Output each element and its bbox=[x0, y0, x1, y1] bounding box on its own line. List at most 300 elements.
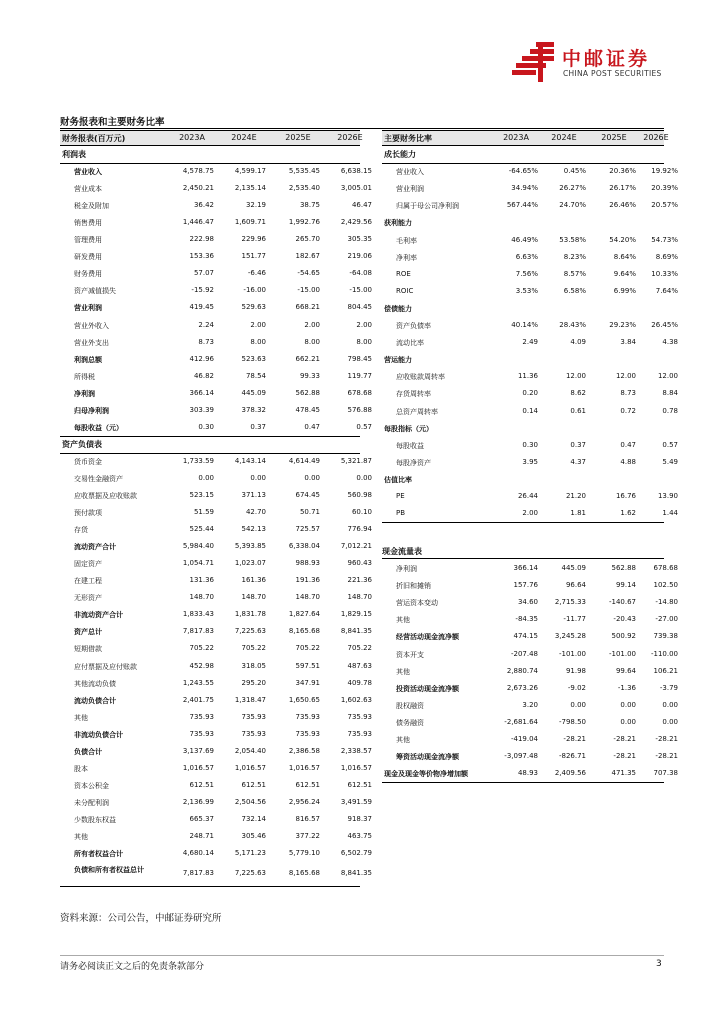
cell-value: 191.36 bbox=[295, 576, 320, 585]
cell-value: 305.46 bbox=[241, 832, 266, 840]
cell-value: -28.21 bbox=[563, 735, 586, 743]
cell-value: 28.43% bbox=[559, 321, 586, 329]
cell-value: 0.00 bbox=[356, 473, 372, 482]
cell-value: 2,136.99 bbox=[182, 797, 214, 806]
cell-value: 678.68 bbox=[653, 564, 678, 572]
block-end-rule bbox=[382, 782, 664, 783]
cell-value: 2,880.74 bbox=[506, 666, 538, 675]
row-label: 经营活动现金流净额 bbox=[396, 633, 459, 642]
cell-value: 38.75 bbox=[299, 201, 320, 210]
cell-value: 11.36 bbox=[517, 372, 538, 381]
cell-value: 6.63% bbox=[515, 252, 538, 261]
cell-value: -15.92 bbox=[191, 286, 214, 295]
table-row bbox=[60, 403, 372, 420]
cell-value: 816.57 bbox=[295, 814, 320, 823]
cell-value: 1.62 bbox=[620, 509, 636, 518]
cell-value: 2,504.56 bbox=[234, 797, 266, 806]
table-row bbox=[60, 659, 372, 676]
table-row bbox=[382, 561, 678, 578]
cell-value: 7,817.83 bbox=[182, 869, 214, 878]
cell-value: -15.00 bbox=[297, 286, 320, 295]
cell-value: 6.58% bbox=[563, 286, 586, 295]
cell-value: 219.06 bbox=[347, 252, 372, 261]
cell-value: 182.67 bbox=[295, 252, 320, 261]
cell-value: -2,681.64 bbox=[504, 717, 538, 726]
cell-value: 612.51 bbox=[295, 780, 320, 789]
row-label: 每股收益（元） bbox=[74, 423, 123, 432]
row-label: 股本 bbox=[74, 764, 88, 773]
cell-value: -28.21 bbox=[613, 752, 636, 761]
cell-value: 2.00 bbox=[522, 509, 538, 518]
header-title: 财务报表(百万元) bbox=[62, 134, 126, 143]
row-label: 资本公积金 bbox=[74, 781, 109, 790]
table-row bbox=[60, 437, 360, 454]
table-row bbox=[382, 421, 664, 438]
row-label: 所得税 bbox=[74, 372, 95, 381]
cell-value: 8,165.68 bbox=[288, 869, 320, 878]
cell-value: 0.00 bbox=[570, 700, 586, 709]
cell-value: 8.73 bbox=[620, 389, 636, 398]
cell-value: 0.30 bbox=[522, 440, 538, 449]
cell-value: 597.51 bbox=[295, 661, 320, 670]
cell-value: 735.93 bbox=[347, 712, 372, 721]
cell-value: -798.50 bbox=[558, 717, 586, 726]
row-label: 存货周转率 bbox=[396, 390, 431, 399]
cell-value: 2.24 bbox=[198, 320, 214, 329]
cell-value: 4,680.14 bbox=[182, 849, 214, 858]
cell-value: 78.54 bbox=[245, 371, 266, 380]
cell-value: 612.51 bbox=[347, 780, 372, 789]
cell-value: 1.81 bbox=[570, 509, 586, 518]
cell-value: 34.94% bbox=[511, 184, 538, 193]
table-row bbox=[60, 249, 372, 266]
cell-value: 2,409.56 bbox=[554, 769, 586, 778]
table-row bbox=[382, 164, 678, 181]
row-label: 营业利润 bbox=[74, 304, 102, 313]
table-row bbox=[382, 215, 664, 232]
cell-value: 60.10 bbox=[351, 508, 372, 517]
cell-value: 0.72 bbox=[620, 406, 636, 415]
cell-value: 305.35 bbox=[347, 235, 372, 244]
cell-value: 377.22 bbox=[295, 832, 320, 840]
cell-value: 3.84 bbox=[620, 338, 636, 347]
table-row bbox=[382, 715, 678, 732]
cell-value: 1,833.43 bbox=[182, 610, 214, 619]
row-label: 毛利率 bbox=[396, 236, 417, 245]
row-label: 估值比率 bbox=[384, 475, 412, 484]
cell-value: 1,016.57 bbox=[288, 763, 320, 772]
cell-value: 153.36 bbox=[189, 252, 214, 261]
cell-value: 99.33 bbox=[299, 371, 320, 380]
cell-value: 26.27% bbox=[559, 184, 586, 193]
cell-value: 148.70 bbox=[241, 593, 266, 602]
cell-value: 8.84 bbox=[662, 389, 678, 398]
table-row bbox=[382, 284, 678, 301]
cell-value: 612.51 bbox=[241, 780, 266, 789]
cell-value: 8.73 bbox=[198, 337, 214, 346]
cell-value: 46.47 bbox=[351, 201, 372, 210]
table-row bbox=[382, 489, 678, 506]
cell-value: 0.45% bbox=[563, 167, 586, 176]
row-label: 营运资本变动 bbox=[396, 599, 438, 608]
cell-value: 8.64% bbox=[613, 252, 636, 261]
cell-value: 960.43 bbox=[347, 559, 372, 568]
cell-value: 560.98 bbox=[347, 491, 372, 499]
cell-value: 1,733.59 bbox=[182, 456, 214, 465]
table-row bbox=[60, 846, 372, 863]
table-row bbox=[382, 438, 678, 455]
cell-value: -101.00 bbox=[558, 649, 586, 658]
cell-value: -207.48 bbox=[510, 649, 538, 658]
cell-value: 662.21 bbox=[295, 354, 320, 363]
cell-value: -15.00 bbox=[349, 286, 372, 295]
row-label: 营业收入 bbox=[74, 168, 102, 177]
cell-value: 36.42 bbox=[193, 201, 214, 210]
cell-value: 1,016.57 bbox=[340, 763, 372, 772]
table-row bbox=[60, 624, 372, 641]
cell-value: 463.75 bbox=[347, 832, 372, 840]
cell-value: -28.21 bbox=[613, 735, 636, 743]
cell-value: 54.73% bbox=[651, 235, 678, 244]
cell-value: 478.45 bbox=[295, 405, 320, 414]
page-number: 3 bbox=[656, 959, 662, 969]
cell-value: 295.20 bbox=[241, 678, 266, 687]
cell-value: 6,502.79 bbox=[340, 849, 372, 858]
row-label: 流动资产合计 bbox=[74, 543, 116, 552]
cell-value: 7,225.63 bbox=[234, 627, 266, 636]
cell-value: -28.21 bbox=[655, 752, 678, 761]
cell-value: 0.47 bbox=[304, 422, 320, 431]
cell-value: 705.22 bbox=[347, 644, 372, 653]
cell-value: 529.63 bbox=[241, 303, 266, 312]
row-label: 利润表 bbox=[62, 150, 86, 159]
table-row bbox=[60, 181, 372, 198]
cell-value: 91.98 bbox=[565, 666, 586, 675]
cell-value: 12.00 bbox=[565, 372, 586, 381]
cell-value: -1.36 bbox=[617, 683, 636, 692]
row-label: 投资活动现金流净额 bbox=[396, 684, 459, 693]
section-divider bbox=[60, 128, 664, 129]
row-label: 偿债能力 bbox=[384, 304, 412, 313]
cell-value: 0.78 bbox=[662, 406, 678, 415]
cell-value: 412.96 bbox=[189, 354, 214, 363]
table-row bbox=[382, 647, 678, 664]
cell-value: 4,614.49 bbox=[288, 456, 320, 465]
cell-value: 668.21 bbox=[295, 303, 320, 312]
table-row bbox=[382, 455, 678, 472]
cell-value: 1,650.65 bbox=[288, 695, 320, 704]
cell-value: 1,827.64 bbox=[288, 610, 320, 619]
table-row bbox=[382, 147, 664, 164]
row-label: 营业收入 bbox=[396, 168, 424, 177]
row-label: 其他 bbox=[74, 833, 88, 841]
cell-value: 46.49% bbox=[511, 235, 538, 244]
table-row bbox=[60, 556, 372, 573]
cell-value: 452.98 bbox=[189, 661, 214, 670]
cell-value: 34.60 bbox=[517, 598, 538, 607]
row-label: 未分配利润 bbox=[74, 798, 109, 807]
table-row bbox=[382, 506, 678, 523]
row-label: 销售费用 bbox=[74, 219, 102, 228]
table-row bbox=[60, 215, 372, 232]
header-year: 2025E bbox=[285, 133, 311, 142]
table-row bbox=[60, 454, 372, 471]
cell-value: 3,005.01 bbox=[340, 184, 372, 193]
disclaimer-footer: 请务必阅读正文之后的免责条款部分 bbox=[60, 962, 205, 972]
cell-value: 707.38 bbox=[653, 769, 678, 778]
cell-value: 148.70 bbox=[189, 593, 214, 602]
cell-value: 2,535.40 bbox=[288, 184, 320, 193]
cell-value: 4.38 bbox=[662, 338, 678, 347]
table-row bbox=[382, 766, 678, 783]
cell-value: 366.14 bbox=[189, 388, 214, 397]
cell-value: -28.21 bbox=[655, 735, 678, 743]
cell-value: 2,673.26 bbox=[506, 683, 538, 692]
table-row bbox=[382, 369, 678, 386]
cell-value: 735.93 bbox=[347, 729, 372, 738]
cell-value: -826.71 bbox=[558, 752, 586, 761]
cell-value: 3.53% bbox=[515, 286, 538, 295]
cell-value: 366.14 bbox=[513, 564, 538, 572]
table-row bbox=[382, 318, 678, 335]
cell-value: 525.44 bbox=[189, 525, 214, 534]
table-row bbox=[60, 300, 372, 317]
cell-value: 13.90 bbox=[657, 492, 678, 500]
cell-value: -64.08 bbox=[349, 269, 372, 278]
row-label: 非流动负债合计 bbox=[74, 730, 123, 739]
row-label: 负债和所有者权益总计 bbox=[74, 866, 144, 875]
footer-divider bbox=[60, 955, 664, 956]
cell-value: 4,599.17 bbox=[234, 167, 266, 176]
cell-value: 6,638.15 bbox=[340, 167, 372, 176]
block-end-rule bbox=[60, 886, 360, 887]
cell-value: 576.88 bbox=[347, 405, 372, 414]
row-label: 预付款项 bbox=[74, 509, 102, 518]
cell-value: 21.20 bbox=[565, 492, 586, 500]
section-title: 财务报表和主要财务比率 bbox=[60, 117, 165, 128]
china-post-emblem-icon bbox=[512, 42, 556, 82]
table-row bbox=[60, 420, 372, 437]
row-label: 税金及附加 bbox=[74, 202, 109, 211]
table-row bbox=[60, 488, 372, 505]
cell-value: 48.93 bbox=[517, 769, 538, 778]
cell-value: 4,143.14 bbox=[234, 456, 266, 465]
cell-value: 445.09 bbox=[561, 564, 586, 572]
cell-value: 3.95 bbox=[522, 457, 538, 466]
row-label: 债务融资 bbox=[396, 718, 424, 727]
cell-value: 735.93 bbox=[295, 729, 320, 738]
table-row bbox=[382, 698, 678, 715]
cell-value: 6.99% bbox=[613, 286, 636, 295]
header-year: 2025E bbox=[601, 133, 627, 142]
cell-value: 776.94 bbox=[347, 525, 372, 534]
row-label: 营业外支出 bbox=[74, 338, 109, 347]
cell-value: 735.93 bbox=[295, 712, 320, 721]
row-label: 应收票据及应收账款 bbox=[74, 492, 137, 500]
brand-logo bbox=[512, 40, 672, 90]
table-row bbox=[60, 232, 372, 249]
cell-value: 500.92 bbox=[611, 632, 636, 641]
cell-value: 54.20% bbox=[609, 235, 636, 244]
table-row bbox=[382, 250, 678, 267]
table-row bbox=[60, 147, 360, 164]
table-row bbox=[382, 578, 678, 595]
cell-value: 3,137.69 bbox=[182, 746, 214, 755]
cell-value: 8.00 bbox=[356, 337, 372, 346]
cell-value: 562.88 bbox=[295, 388, 320, 397]
cell-value: 612.51 bbox=[189, 780, 214, 789]
cell-value: 0.61 bbox=[570, 406, 586, 415]
cell-value: 7,012.21 bbox=[340, 542, 372, 551]
cell-value: 161.36 bbox=[241, 576, 266, 585]
cell-value: 0.00 bbox=[662, 717, 678, 726]
cell-value: 5,535.45 bbox=[288, 167, 320, 176]
cell-value: 99.64 bbox=[615, 666, 636, 675]
row-label: 每股收益 bbox=[396, 441, 424, 450]
row-label: 成长能力 bbox=[384, 150, 416, 159]
cell-value: 0.00 bbox=[662, 700, 678, 709]
row-label: 管理费用 bbox=[74, 236, 102, 245]
cell-value: 157.76 bbox=[513, 581, 538, 590]
row-label: 净利润 bbox=[74, 389, 95, 398]
table-row bbox=[382, 386, 678, 403]
cell-value: 26.17% bbox=[609, 184, 636, 193]
row-label: PE bbox=[396, 492, 405, 500]
cell-value: 9.64% bbox=[613, 269, 636, 278]
cell-value: 1,318.47 bbox=[234, 695, 266, 704]
cell-value: -11.77 bbox=[563, 615, 586, 624]
row-label: ROE bbox=[396, 269, 411, 278]
table-row bbox=[60, 863, 372, 887]
row-label: 折旧和摊销 bbox=[396, 582, 431, 591]
row-label: 其他 bbox=[396, 736, 410, 744]
table-row bbox=[60, 778, 372, 795]
row-label: 获利能力 bbox=[384, 219, 412, 228]
table-row bbox=[60, 727, 372, 744]
cell-value: 1,609.71 bbox=[234, 218, 266, 227]
header-year: 2026E bbox=[337, 133, 363, 142]
cell-value: 2.00 bbox=[250, 320, 266, 329]
cell-value: 0.37 bbox=[570, 440, 586, 449]
cell-value: 735.93 bbox=[241, 712, 266, 721]
cell-value: 131.36 bbox=[189, 576, 214, 585]
cell-value: -54.65 bbox=[297, 269, 320, 278]
row-label: 固定资产 bbox=[74, 560, 102, 569]
cell-value: 2,956.24 bbox=[288, 797, 320, 806]
cell-value: 988.93 bbox=[295, 559, 320, 568]
cell-value: 26.45% bbox=[651, 321, 678, 329]
table-header bbox=[382, 130, 669, 146]
header-title: 主要财务比率 bbox=[384, 134, 432, 143]
table-row bbox=[382, 664, 678, 681]
cell-value: 1,243.55 bbox=[182, 678, 214, 687]
table-row bbox=[60, 369, 372, 386]
row-label: 净利率 bbox=[396, 253, 417, 262]
cell-value: 42.70 bbox=[245, 508, 266, 517]
table-row bbox=[60, 198, 372, 215]
cell-value: 53.58% bbox=[559, 235, 586, 244]
header-year: 2023A bbox=[503, 133, 529, 142]
cell-value: 229.96 bbox=[241, 235, 266, 244]
cell-value: -9.02 bbox=[567, 683, 586, 692]
table-row bbox=[382, 595, 678, 612]
cell-value: 8,165.68 bbox=[288, 627, 320, 636]
cell-value: -419.04 bbox=[510, 735, 538, 743]
cell-value: 1,446.47 bbox=[182, 218, 214, 227]
cell-value: 3,491.59 bbox=[340, 797, 372, 806]
table-row bbox=[60, 641, 372, 658]
table-row bbox=[60, 522, 372, 539]
cell-value: 347.91 bbox=[295, 678, 320, 687]
cell-value: 151.77 bbox=[241, 252, 266, 261]
row-label: 其他 bbox=[74, 713, 88, 722]
cell-value: 5,393.85 bbox=[234, 542, 266, 551]
cell-value: 12.00 bbox=[615, 372, 636, 381]
row-label: 在建工程 bbox=[74, 577, 102, 586]
cell-value: 739.38 bbox=[653, 632, 678, 641]
cell-value: 4.09 bbox=[570, 338, 586, 347]
cell-value: 471.35 bbox=[611, 769, 636, 778]
cell-value: 419.45 bbox=[189, 303, 214, 312]
cell-value: 0.20 bbox=[522, 389, 538, 398]
cell-value: 10.33% bbox=[651, 269, 678, 278]
cell-value: 7,817.83 bbox=[182, 627, 214, 636]
cell-value: 8,841.35 bbox=[340, 869, 372, 878]
brand-name-cn: 中邮证券 bbox=[562, 48, 651, 70]
cell-value: 2,338.57 bbox=[340, 746, 372, 755]
row-label: 筹资活动现金流净额 bbox=[396, 753, 459, 762]
cell-value: -14.80 bbox=[655, 598, 678, 607]
cell-value: 1,602.63 bbox=[340, 695, 372, 704]
row-label: 营业外收入 bbox=[74, 321, 109, 330]
cell-value: 735.93 bbox=[241, 729, 266, 738]
table-row bbox=[382, 233, 678, 250]
row-label: 短期借款 bbox=[74, 645, 102, 654]
cell-value: 4.88 bbox=[620, 457, 636, 466]
cell-value: -27.00 bbox=[655, 615, 678, 624]
cell-value: -110.00 bbox=[650, 649, 678, 658]
cell-value: 445.09 bbox=[241, 388, 266, 397]
cell-value: 0.00 bbox=[304, 473, 320, 482]
cell-value: 562.88 bbox=[611, 564, 636, 572]
cell-value: 221.36 bbox=[347, 576, 372, 585]
header-year: 2023A bbox=[179, 133, 205, 142]
header-year: 2024E bbox=[551, 133, 577, 142]
cell-value: 8.23% bbox=[563, 252, 586, 261]
row-label: 总资产周转率 bbox=[396, 407, 438, 416]
row-label: 应付票据及应付账款 bbox=[74, 662, 137, 671]
cell-value: 99.14 bbox=[615, 581, 636, 590]
table-row bbox=[382, 301, 664, 318]
cell-value: 265.70 bbox=[295, 235, 320, 244]
cell-value: 2.00 bbox=[356, 320, 372, 329]
cell-value: -3.79 bbox=[659, 683, 678, 692]
row-label: 每股净资产 bbox=[396, 458, 431, 467]
row-label: 资产负债率 bbox=[396, 322, 431, 330]
cell-value: 1,054.71 bbox=[182, 559, 214, 568]
row-label: 存货 bbox=[74, 526, 88, 535]
cell-value: 3,245.28 bbox=[554, 632, 586, 641]
row-label: 其他流动负债 bbox=[74, 679, 116, 688]
table-row bbox=[60, 829, 372, 846]
cell-value: 474.15 bbox=[513, 632, 538, 641]
cell-value: 46.82 bbox=[193, 371, 214, 380]
table-row bbox=[60, 812, 372, 829]
cell-value: -6.46 bbox=[247, 269, 266, 278]
row-label: 财务费用 bbox=[74, 270, 102, 279]
row-label: 少数股东权益 bbox=[74, 815, 116, 824]
cell-value: 5,779.10 bbox=[288, 849, 320, 858]
